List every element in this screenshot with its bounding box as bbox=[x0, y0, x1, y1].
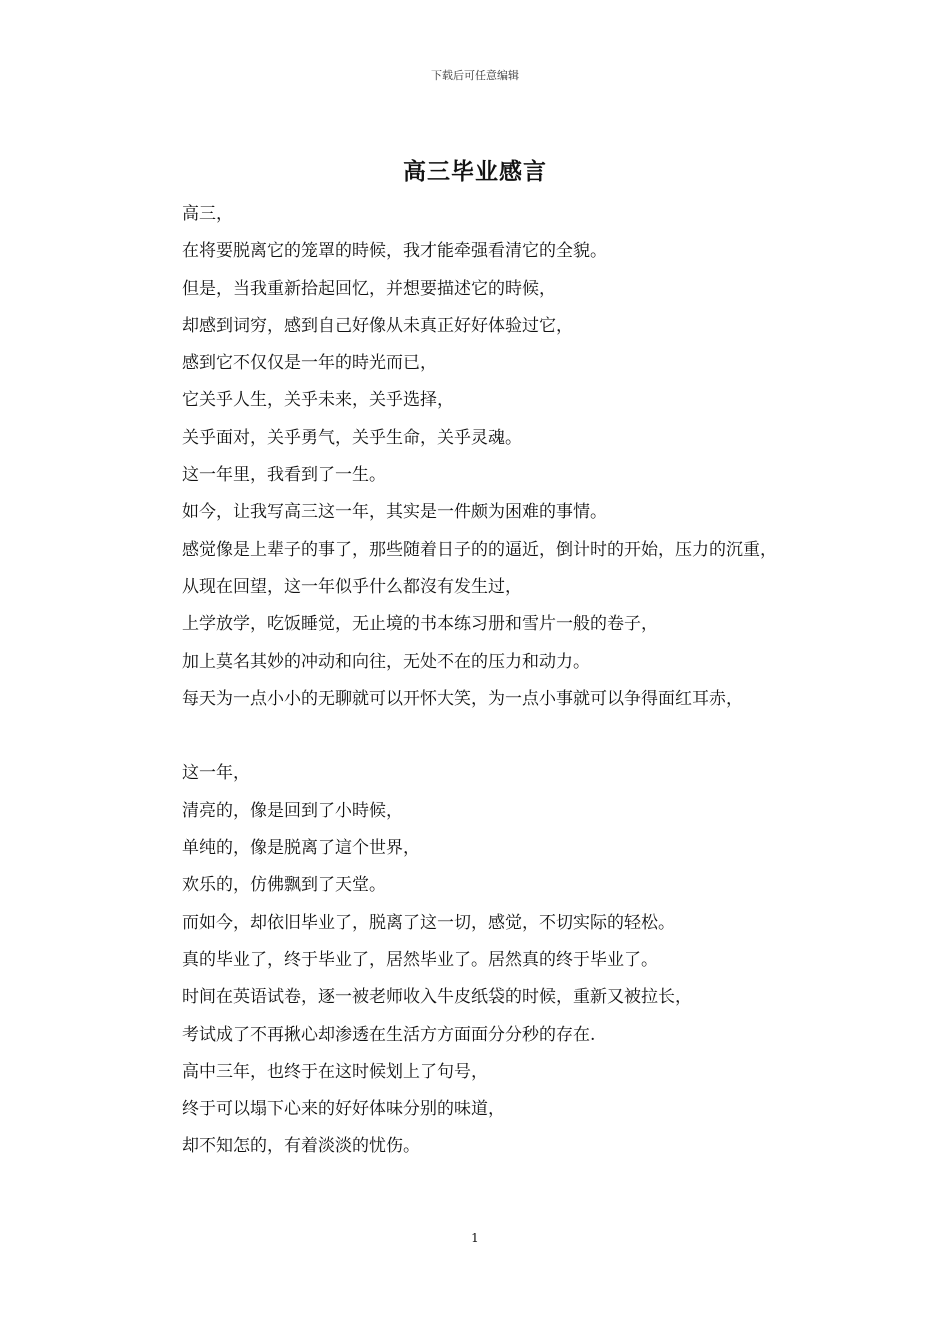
paragraph: 高中三年，也终于在这时候划上了句号， bbox=[182, 1061, 488, 1082]
page-number: 1 bbox=[471, 1231, 479, 1245]
paragraph: 真的毕业了，终于毕业了，居然毕业了。居然真的终于毕业了。 bbox=[182, 949, 658, 970]
paragraph: 这一年里，我看到了一生。 bbox=[182, 465, 386, 486]
blank-line bbox=[144, 718, 824, 755]
paragraph: 在将要脱离它的笼罩的時候，我才能牵强看清它的全貌。 bbox=[182, 241, 607, 262]
document-title: 高三毕业感言 bbox=[403, 159, 547, 185]
paragraph: 欢乐的，仿佛飘到了天堂。 bbox=[182, 875, 386, 896]
paragraph: 时间在英语试卷，逐一被老师收入牛皮纸袋的时候，重新又被拉长， bbox=[182, 987, 692, 1008]
paragraph: 但是，当我重新拾起回忆，并想要描述它的時候， bbox=[182, 278, 556, 299]
paragraph: 每天为一点小小的无聊就可以开怀大笑，为一点小事就可以争得面红耳赤， bbox=[182, 688, 743, 709]
page-header: 下载后可任意编辑 bbox=[431, 69, 519, 82]
paragraph: 从现在回望，这一年似乎什么都沒有发生过， bbox=[182, 576, 522, 597]
paragraph: 加上莫名其妙的冲动和向往，无处不在的压力和动力。 bbox=[182, 651, 590, 672]
paragraph: 却感到词穷，感到自己好像从未真正好好体验过它， bbox=[182, 315, 573, 336]
paragraph: 关乎面对，关乎勇气，关乎生命，关乎灵魂。 bbox=[182, 427, 522, 448]
paragraph: 它关乎人生，关乎未来，关乎选择， bbox=[182, 390, 454, 411]
document-body bbox=[144, 196, 824, 1166]
paragraph: 如今，让我写高三这一年，其实是一件颇为困难的事情。 bbox=[182, 502, 607, 523]
paragraph: 高三， bbox=[182, 204, 233, 224]
paragraph: 感到它不仅仅是一年的時光而已， bbox=[182, 353, 437, 374]
paragraph: 上学放学，吃饭睡觉，无止境的书本练习册和雪片一般的卷子， bbox=[182, 614, 658, 635]
paragraph: 这一年， bbox=[182, 763, 250, 784]
paragraph: 考试成了不再揪心却渗透在生活方方面面分分秒的存在. bbox=[182, 1024, 596, 1045]
paragraph: 感觉像是上辈子的事了，那些随着日子的的逼近，倒计时的开始，压力的沉重， bbox=[182, 539, 777, 560]
paragraph: 终于可以塌下心来的好好体味分别的味道， bbox=[182, 1099, 505, 1120]
paragraph: 单纯的，像是脱离了這个世界， bbox=[182, 838, 420, 859]
paragraph: 清亮的，像是回到了小時候， bbox=[182, 800, 403, 821]
paragraph: 却不知怎的，有着淡淡的忧伤。 bbox=[182, 1136, 420, 1157]
paragraph: 而如今，却依旧毕业了，脱离了这一切，感觉，不切实际的轻松。 bbox=[182, 912, 675, 933]
